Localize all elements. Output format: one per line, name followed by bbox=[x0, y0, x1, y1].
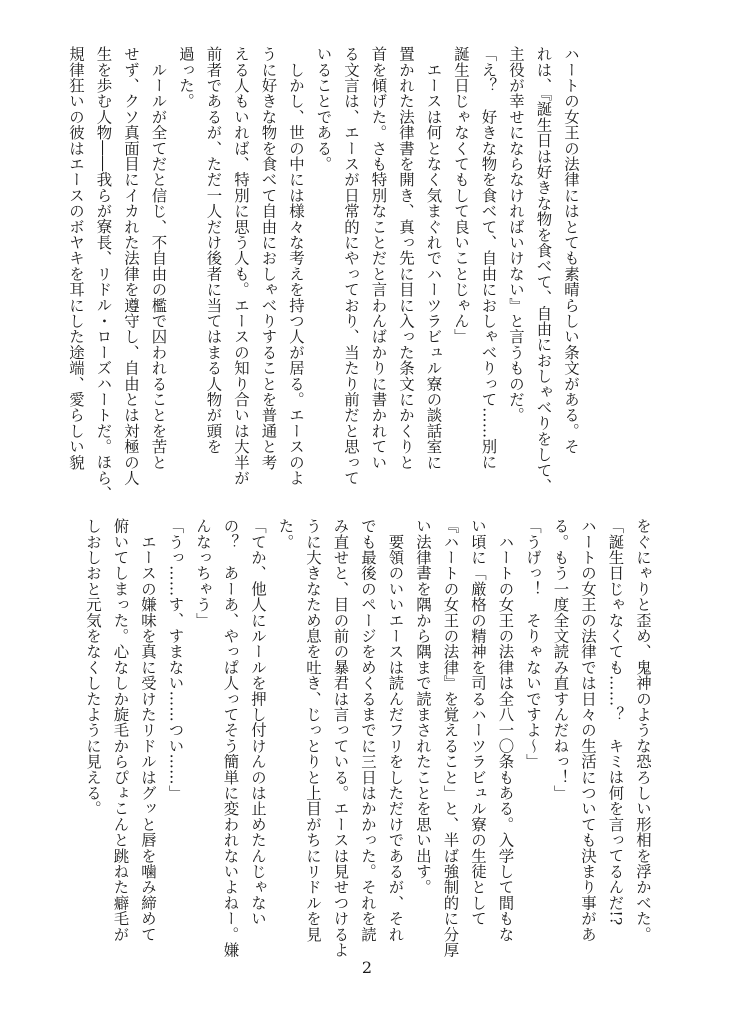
text-line: しかし、世の中には様々な考えを持つ人が居る。エースのよ bbox=[287, 46, 305, 486]
text-line: 「うっ……す、すまない……つい……」 bbox=[166, 518, 185, 801]
text-line: 「てか、他人にルールを押し付けんのは止めたんじゃない bbox=[249, 518, 267, 927]
text-line: 「うげっ！ そりゃないですよ～」 bbox=[524, 518, 542, 770]
text-line: 規律狂いの彼はエースのボヤキを耳にした途端、愛らしい貌 bbox=[67, 46, 85, 470]
text-line: れは、『誕生日は好きな物を食べて、自由におしゃべりをして、 bbox=[534, 46, 553, 494]
text-line: 前者であるが、ただ一人だけ後者に当てはまる人物が頭を bbox=[204, 46, 223, 455]
text-line: 置かれた法律書を開き、真っ先に目に入った条文にかくりと bbox=[397, 46, 415, 470]
text-line: 要領のいいエースは読んだフリをしただけであるが、それ bbox=[386, 518, 405, 942]
text-line: んなっちゃう」 bbox=[194, 518, 212, 628]
page-number: 2 bbox=[361, 958, 373, 977]
text-line: ハートの女王の法律にはとても素晴らしい条文がある。そ bbox=[562, 46, 580, 455]
text-line: 『ハートの女王の法律』を覚えること」と、半ば強制的に分厚 bbox=[441, 518, 460, 958]
text-line: をぐにゃりと歪め、鬼神のような恐ろしい形相を浮かべた。 bbox=[634, 518, 652, 942]
text-line: 「え？ 好きな物を食べて、自由におしゃべりって……別に bbox=[479, 46, 498, 470]
text-line: エースの嫌味を真に受けたリドルはグッと唇を噛み締めて bbox=[139, 518, 157, 942]
lower-text-block bbox=[68, 518, 656, 962]
text-line: エースは何となく気まぐれでハーツラビュル寮の談話室に bbox=[424, 46, 443, 470]
text-line: い法律書を隅から隅まで読まされたことを思い出す。 bbox=[414, 518, 432, 895]
text-line: る。もう一度全文読み直すんだねっ！」 bbox=[551, 518, 570, 801]
text-line: いることである。 bbox=[314, 46, 333, 172]
text-line: 誕生日じゃなくてもして良いことじゃん」 bbox=[452, 46, 470, 345]
text-line: 主役が幸せにならなければいけない』と言うものだ。 bbox=[507, 46, 525, 423]
text-line: 過った。 bbox=[177, 46, 195, 109]
text-line: える人もいれば、特別に思う人も。エースの知り合いは大半が bbox=[232, 46, 250, 486]
text-line: ルールが全てだと信じ、不自由の檻で囚われることを苦と bbox=[149, 46, 168, 470]
upper-text-block bbox=[67, 46, 584, 502]
text-line: い頃に「厳格の精神を司るハーツラビュル寮の生徒として bbox=[469, 518, 487, 927]
text-line: の？ あーあ、やっぱ人ってそう簡単に変われないよねー。嫌 bbox=[221, 518, 240, 958]
text-line: た。 bbox=[276, 518, 295, 550]
text-line: 俯いてしまった。心なしか旋毛からぴょこんと跳ねた癖毛が bbox=[111, 518, 130, 942]
text-line: み直せと、目の前の暴君は言っている。エースは見せつけるよ bbox=[331, 518, 350, 958]
text-line: 生を歩む人物――我らが寮長、リドル・ローズハートだ。ほら、 bbox=[94, 46, 113, 502]
text-line: 「誕生日じゃなくても……？ キミは何を言ってるんだ!? bbox=[606, 518, 625, 926]
text-line: ハートの女王の法律では日々の生活についても決まり事があ bbox=[579, 518, 597, 942]
text-line: でも最後のページをめくるまでに三日はかかった。それを読 bbox=[359, 518, 377, 942]
text-line: 首を傾げた。さも特別なことだと言わんばかりに書かれてい bbox=[369, 46, 388, 470]
text-line: る文言は、エースが日常的にやっており、当たり前だと思って bbox=[342, 46, 360, 486]
text-line: うに大きなため息を吐き、じっとりと上目がちにリドルを見 bbox=[304, 518, 322, 942]
text-line: ハートの女王の法律は全八一〇条もある。入学して間もな bbox=[496, 518, 515, 942]
text-line: しおしおと元気をなくしたように見える。 bbox=[84, 518, 102, 817]
text-line: せず、クソ真面目にイカれた法律を遵守し、自由とは対極の人 bbox=[122, 46, 140, 486]
text-line: うに好きな物を食べて自由におしゃべりすることを普通と考 bbox=[259, 46, 278, 470]
